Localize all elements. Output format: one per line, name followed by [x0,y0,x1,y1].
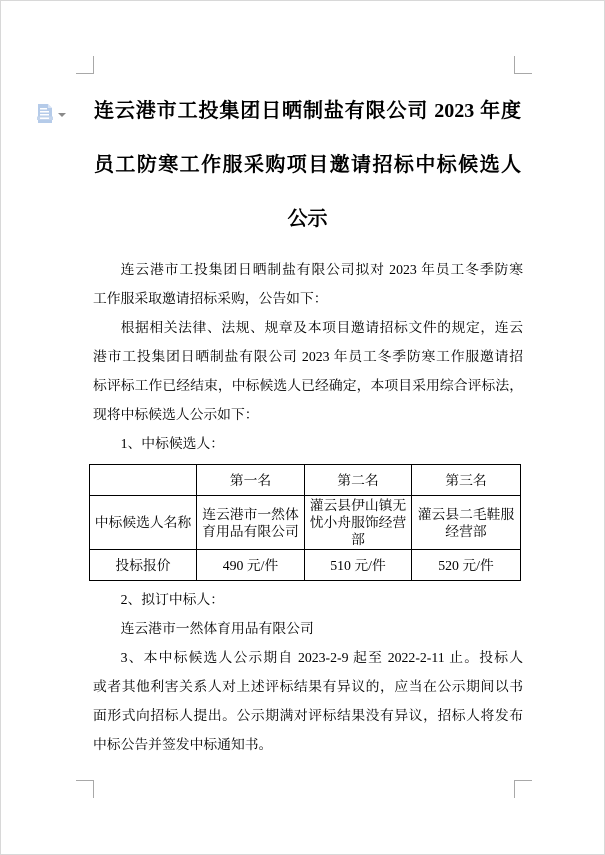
body-line: 3、本中标候选人公示期自 2023-2-9 起至 2022-2-11 止。投标人 [120,650,523,665]
bid-price-cell: 510 元/件 [305,550,412,581]
body-line: 中标公告并签发中标通知书。 [93,737,273,752]
bid-price-cell: 490 元/件 [197,550,305,581]
body-line: 港市工投集团日晒制盐有限公司 2023 年员工冬季防寒工作服邀请招 [93,349,523,364]
candidate-name-cell: 连云港市一然体育用品有限公司 [197,496,305,550]
candidate-name-cell: 灌云县二毛鞋服经营部 [412,496,521,550]
title-line: 公示 [287,208,328,230]
title-line: 连云港市工投集团日晒制盐有限公司 2023 年度 [94,100,521,122]
body-line: 工作服采取邀请招标采购，公告如下： [93,291,328,306]
text-boundary-mark-bottom-right [514,780,532,798]
row-label-cell: 投标报价 [90,550,197,581]
paste-options-button[interactable] [35,103,67,127]
body-line: 2、拟订中标人： [120,592,225,607]
text-boundary-mark-bottom-left [76,780,94,798]
table-row [90,496,521,550]
row-label-cell: 中标候选人名称 [90,496,197,550]
text-boundary-mark-top-right [514,56,532,74]
table-header-cell: 第三名 [412,465,521,496]
table-row [90,550,521,581]
body-line: 连云港市工投集团日晒制盐有限公司拟对 2023 年员工冬季防寒 [120,262,523,277]
bid-price-cell: 520 元/件 [412,550,521,581]
chevron-down-icon[interactable] [58,113,66,117]
body-line: 或者其他利害关系人对上述评标结果有异议的，应当在公示期间以书 [93,679,523,694]
body-line: 标评标工作已经结束，中标候选人已经确定，本项目采用综合评标法， [93,378,523,393]
candidate-name-cell: 灌云县伊山镇无忧小舟服饰经营部 [305,496,412,550]
body-text-lower [93,585,523,759]
text-boundary-mark-top-left [76,56,94,74]
body-line: 1、中标候选人： [120,436,225,451]
table-header-cell [90,465,197,496]
table-header-cell: 第二名 [305,465,412,496]
body-line: 根据相关法律、法规、规章及本项目邀请招标文件的规定，连云 [120,320,523,335]
body-line: 面形式向招标人提出。公示期满对评标结果没有异议，招标人将发布 [93,708,523,723]
body-text-upper [93,255,523,458]
table-header-row [90,465,521,496]
table-header-cell: 第一名 [197,465,305,496]
document-title [94,84,521,246]
body-line: 现将中标候选人公示如下： [93,407,259,422]
body-line: 连云港市一然体育用品有限公司 [120,621,314,636]
title-line: 员工防寒工作服采购项目邀请招标中标候选人 [94,154,521,176]
candidates-table [89,464,521,581]
